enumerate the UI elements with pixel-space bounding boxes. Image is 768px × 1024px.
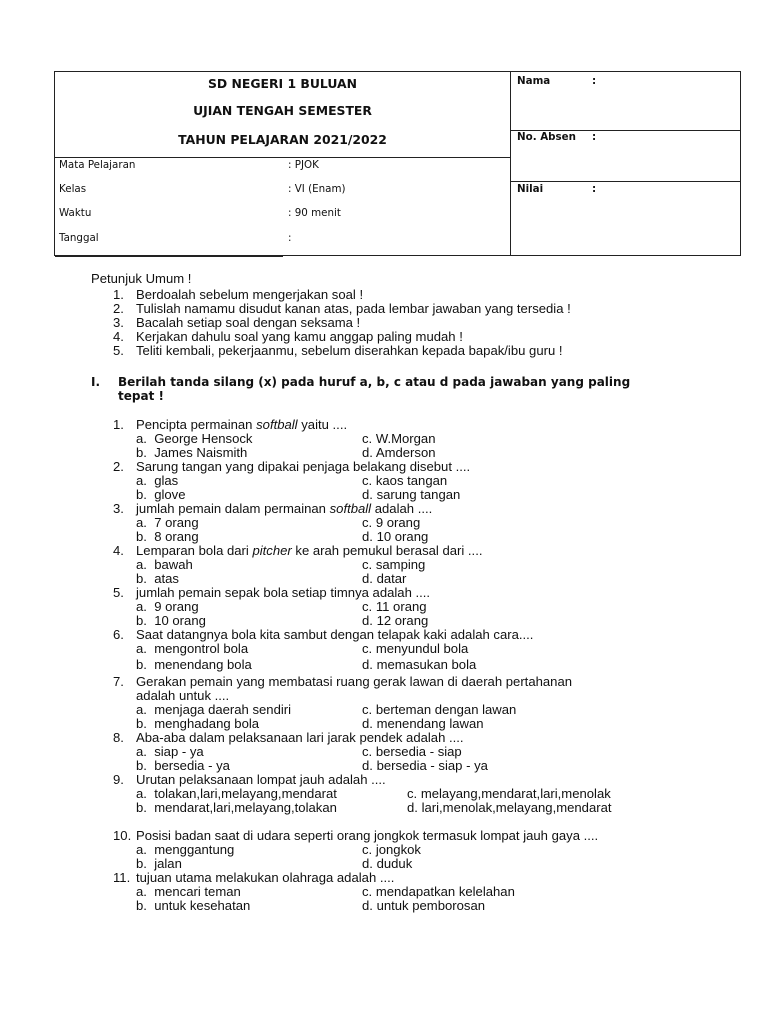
option-d[interactable]: d. untuk pemborosan xyxy=(362,898,486,913)
field-time-value: : 90 menit xyxy=(288,207,341,219)
option-d[interactable]: d. sarung tangan xyxy=(362,487,461,502)
option-b[interactable]: b. bersedia - ya xyxy=(136,758,230,773)
question-number: 1. xyxy=(113,417,124,432)
question-text: Lemparan bola dari pitcher ke arah pemukul berasal dari .... xyxy=(136,543,483,558)
option-d[interactable]: d. datar xyxy=(362,571,407,586)
option-c[interactable]: c. W.Morgan xyxy=(362,431,436,446)
question-number: 2. xyxy=(113,459,124,474)
absen-label: No. Absen xyxy=(517,131,576,143)
instruction-text: Kerjakan dahulu soal yang kamu anggap paling mudah ! xyxy=(136,329,463,344)
option-a[interactable]: a. siap - ya xyxy=(136,744,204,759)
option-c[interactable]: c. berteman dengan lawan xyxy=(362,702,517,717)
option-a[interactable]: a. George Hensock xyxy=(136,431,253,446)
instruction-text: Berdoalah sebelum mengerjakan soal ! xyxy=(136,287,364,302)
section-number: I. xyxy=(91,375,101,389)
option-c[interactable]: c. samping xyxy=(362,557,426,572)
instruction-num: 1. xyxy=(113,287,124,302)
score-label: Nilai xyxy=(517,183,544,195)
header-divider-bottom-left xyxy=(55,256,283,257)
question-number: 5. xyxy=(113,585,124,600)
instruction-text: Teliti kembali, pekerjaanmu, sebelum diserahkan kepada bapak/ibu guru ! xyxy=(136,343,563,358)
header-divider-right-2 xyxy=(510,181,741,182)
field-time-label: Waktu xyxy=(59,207,92,219)
question-number: 9. xyxy=(113,772,124,787)
instruction-text: Tulislah namamu disudut kanan atas, pada lembar jawaban yang tersedia ! xyxy=(136,301,571,316)
option-d[interactable]: d. memasukan bola xyxy=(362,657,477,672)
field-class-value: : VI (Enam) xyxy=(288,183,346,195)
option-d[interactable]: d. 12 orang xyxy=(362,613,429,628)
question-number: 10. xyxy=(113,828,132,843)
option-b[interactable]: b. untuk kesehatan xyxy=(136,898,251,913)
option-b[interactable]: b. glove xyxy=(136,487,186,502)
option-b[interactable]: b. mendarat,lari,melayang,tolakan xyxy=(136,800,337,815)
question-text: Aba-aba dalam pelaksanaan lari jarak pendek adalah .... xyxy=(136,730,464,745)
question-text: Saat datangnya bola kita sambut dengan telapak kaki adalah cara.... xyxy=(136,627,534,642)
option-b[interactable]: b. menghadang bola xyxy=(136,716,260,731)
instruction-num: 3. xyxy=(113,315,124,330)
option-c[interactable]: c. bersedia - siap xyxy=(362,744,462,759)
option-b[interactable]: b. 10 orang xyxy=(136,613,206,628)
header-divider-vertical xyxy=(510,72,511,256)
question-number: 6. xyxy=(113,627,124,642)
option-c[interactable]: c. menyundul bola xyxy=(362,641,469,656)
instruction-text: Bacalah setiap soal dengan seksama ! xyxy=(136,315,361,330)
instruction-num: 2. xyxy=(113,301,124,316)
question-text-line2: adalah untuk .... xyxy=(136,688,230,703)
option-c[interactable]: c. melayang,mendarat,lari,menolak xyxy=(407,786,611,801)
option-b[interactable]: b. 8 orang xyxy=(136,529,199,544)
question-text: Pencipta permainan softball yaitu .... xyxy=(136,417,348,432)
exam-name: UJIAN TENGAH SEMESTER xyxy=(193,103,372,118)
option-a[interactable]: a. mencari teman xyxy=(136,884,241,899)
section-instruction-line1: Berilah tanda silang (x) pada huruf a, b, c atau d pada jawaban yang paling xyxy=(118,375,631,389)
option-c[interactable]: c. mendapatkan kelelahan xyxy=(362,884,515,899)
field-date-value: : xyxy=(288,232,292,244)
field-class-label: Kelas xyxy=(59,183,87,195)
exam-header-table xyxy=(54,71,741,256)
option-c[interactable]: c. kaos tangan xyxy=(362,473,448,488)
option-d[interactable]: d. Amderson xyxy=(362,445,436,460)
option-b[interactable]: b. atas xyxy=(136,571,179,586)
option-d[interactable]: d. lari,menolak,melayang,mendarat xyxy=(407,800,612,815)
section-instruction-line2: tepat ! xyxy=(118,389,164,403)
option-d[interactable]: d. menendang lawan xyxy=(362,716,484,731)
option-a[interactable]: a. tolakan,lari,melayang,mendarat xyxy=(136,786,337,801)
instruction-num: 5. xyxy=(113,343,124,358)
option-b[interactable]: b. menendang bola xyxy=(136,657,252,672)
question-text: Urutan pelaksanaan lompat jauh adalah .... xyxy=(136,772,386,787)
question-text: jumlah pemain sepak bola setiap timnya adalah .... xyxy=(136,585,431,600)
option-d[interactable]: d. bersedia - siap - ya xyxy=(362,758,488,773)
instructions-title: Petunjuk Umum ! xyxy=(91,271,192,286)
question-number: 7. xyxy=(113,674,124,689)
academic-year: TAHUN PELAJARAN 2021/2022 xyxy=(178,132,387,147)
name-colon: : xyxy=(592,75,597,87)
field-subject-label: Mata Pelajaran xyxy=(59,159,136,171)
question-number: 8. xyxy=(113,730,124,745)
question-number: 3. xyxy=(113,501,124,516)
school-name: SD NEGERI 1 BULUAN xyxy=(208,76,357,91)
option-c[interactable]: c. 11 orang xyxy=(362,599,427,614)
option-b[interactable]: b. jalan xyxy=(136,856,182,871)
absen-colon: : xyxy=(592,131,597,143)
field-subject-value: : PJOK xyxy=(288,159,319,171)
option-a[interactable]: a. 9 orang xyxy=(136,599,199,614)
question-text: Sarung tangan yang dipakai penjaga belakang disebut .... xyxy=(136,459,471,474)
field-date-label: Tanggal xyxy=(59,232,99,244)
option-d[interactable]: d. 10 orang xyxy=(362,529,429,544)
question-text: Posisi badan saat di udara seperti orang jongkok termasuk lompat jauh gaya .... xyxy=(136,828,599,843)
option-c[interactable]: c. 9 orang xyxy=(362,515,421,530)
name-label: Nama xyxy=(517,75,551,87)
option-c[interactable]: c. jongkok xyxy=(362,842,421,857)
option-a[interactable]: a. mengontrol bola xyxy=(136,641,249,656)
option-a[interactable]: a. menggantung xyxy=(136,842,235,857)
option-a[interactable]: a. menjaga daerah sendiri xyxy=(136,702,292,717)
option-d[interactable]: d. duduk xyxy=(362,856,413,871)
question-number: 4. xyxy=(113,543,124,558)
header-divider-left xyxy=(55,157,510,158)
instruction-num: 4. xyxy=(113,329,124,344)
score-colon: : xyxy=(592,183,597,195)
option-a[interactable]: a. bawah xyxy=(136,557,193,572)
question-number: 11. xyxy=(113,870,131,885)
option-a[interactable]: a. 7 orang xyxy=(136,515,199,530)
question-text: Gerakan pemain yang membatasi ruang gerak lawan di daerah pertahanan xyxy=(136,674,573,689)
question-text: tujuan utama melakukan olahraga adalah .... xyxy=(136,870,395,885)
option-a[interactable]: a. glas xyxy=(136,473,179,488)
option-b[interactable]: b. James Naismith xyxy=(136,445,248,460)
question-text: jumlah pemain dalam permainan softball adalah .... xyxy=(136,501,433,516)
